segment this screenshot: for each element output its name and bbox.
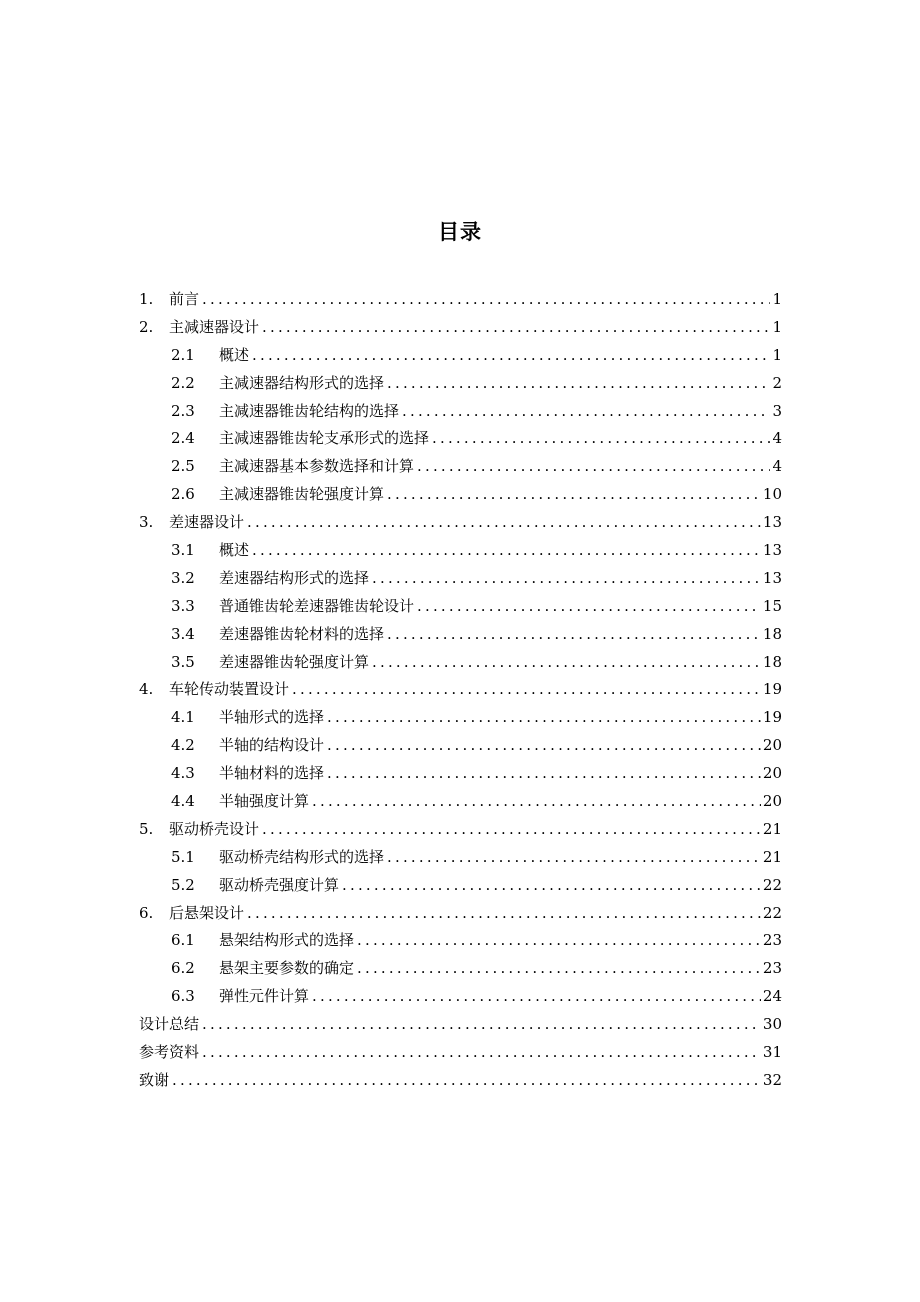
toc-entry-page: 23: [762, 959, 782, 978]
toc-entry[interactable]: [139, 872, 782, 900]
toc-entry-page: 4: [772, 429, 782, 448]
toc-leader-dots: [324, 704, 761, 732]
toc-entry-number: 2.2: [171, 373, 195, 392]
toc-entry-label: 驱动桥壳设计: [169, 819, 260, 838]
toc-entry[interactable]: [139, 1067, 782, 1095]
toc-entry-number: 2.1: [171, 345, 195, 364]
toc-leader-dots: [429, 425, 770, 453]
toc-entry[interactable]: [139, 453, 782, 481]
toc-entry[interactable]: [139, 314, 782, 342]
toc-entry[interactable]: [139, 481, 782, 509]
toc-entry-label: 设计总结: [139, 1015, 200, 1034]
toc-leader-dots: [414, 453, 770, 481]
toc-entry[interactable]: [139, 676, 782, 704]
toc-entry-number: 3.4: [171, 624, 195, 643]
toc-entry[interactable]: [139, 342, 782, 370]
toc-entry-number: 4.3: [171, 764, 195, 783]
toc-entry-number: 4.: [139, 680, 154, 699]
toc-leader-dots: [199, 1011, 761, 1039]
toc-entry-page: 20: [762, 792, 782, 811]
toc-entry-label: 主减速器结构形式的选择: [219, 373, 385, 392]
toc-entry-page: 1: [772, 345, 782, 364]
toc-entry-label: 前言: [169, 290, 200, 308]
toc-entry-number: 6.: [139, 903, 154, 922]
toc-leader-dots: [384, 370, 770, 398]
toc-entry-number: 3.5: [171, 652, 195, 671]
toc-entry[interactable]: [139, 955, 782, 983]
toc-entry-page: 19: [762, 680, 782, 699]
toc-leader-dots: [249, 342, 770, 370]
toc-leader-dots: [369, 649, 761, 677]
toc-leader-dots: [384, 844, 761, 872]
toc-entry-page: 21: [762, 819, 782, 838]
toc-entry-number: 2.5: [171, 457, 195, 476]
toc-entry-page: 1: [772, 290, 782, 308]
toc-entry-label: 半轴的结构设计: [219, 736, 325, 755]
toc-entry-number: 3.1: [171, 541, 195, 560]
toc-entry-label: 主减速器设计: [169, 317, 260, 336]
toc-entry[interactable]: [139, 621, 782, 649]
toc-entry-number: 5.: [139, 819, 154, 838]
toc-entry-label: 概述: [219, 345, 250, 364]
toc-leader-dots: [399, 398, 770, 426]
toc-entry-number: 2.: [139, 317, 154, 336]
toc-entry[interactable]: [139, 983, 782, 1011]
toc-entry[interactable]: [139, 537, 782, 565]
toc-entry[interactable]: [139, 509, 782, 537]
toc-leader-dots: [199, 1039, 761, 1067]
toc-entry-label: 悬架主要参数的确定: [219, 959, 355, 978]
toc-entry-page: 1: [772, 317, 782, 336]
toc-leader-dots: [289, 676, 761, 704]
toc-entry[interactable]: [139, 1039, 782, 1067]
toc-entry-label: 半轴材料的选择: [219, 764, 325, 783]
toc-entry-label: 车轮传动装置设计: [169, 680, 290, 699]
toc-entry-number: 6.2: [171, 959, 195, 978]
toc-entry-number: 6.1: [171, 931, 195, 950]
toc-leader-dots: [339, 872, 761, 900]
toc-entry-label: 后悬架设计: [169, 903, 245, 922]
toc-entry-page: 32: [762, 1070, 782, 1089]
toc-entry-label: 主减速器基本参数选择和计算: [219, 457, 415, 476]
toc-entry-number: 2.4: [171, 429, 195, 448]
toc-entry-label: 差速器锥齿轮强度计算: [219, 652, 370, 671]
toc-leader-dots: [309, 983, 761, 1011]
toc-entry-page: 22: [762, 875, 782, 894]
toc-entry-number: 5.1: [171, 847, 195, 866]
toc-entry-number: 3.2: [171, 568, 195, 587]
toc-entry-label: 半轴强度计算: [219, 792, 310, 811]
toc-leader-dots: [369, 565, 761, 593]
toc-entry-label: 参考资料: [139, 1043, 200, 1062]
toc-entry[interactable]: [139, 844, 782, 872]
toc-leader-dots: [324, 732, 761, 760]
toc-leader-dots: [324, 760, 761, 788]
toc-entry-page: 31: [762, 1043, 782, 1062]
table-of-contents: [139, 286, 782, 1095]
toc-entry-number: 3.3: [171, 596, 195, 615]
toc-entry-number: 4.4: [171, 792, 195, 811]
toc-entry-page: 20: [762, 736, 782, 755]
toc-entry-label: 悬架结构形式的选择: [219, 931, 355, 950]
toc-entry-page: 24: [762, 987, 782, 1006]
toc-entry-label: 主减速器锥齿轮强度计算: [219, 485, 385, 504]
toc-entry[interactable]: [139, 425, 782, 453]
toc-entry-label: 驱动桥壳强度计算: [219, 875, 340, 894]
toc-leader-dots: [244, 900, 761, 928]
toc-entry-page: 18: [762, 652, 782, 671]
toc-entry-page: 13: [762, 568, 782, 587]
toc-entry-page: 19: [762, 708, 782, 727]
toc-entry-page: 30: [762, 1015, 782, 1034]
toc-entry-page: 10: [762, 485, 782, 504]
toc-entry-label: 致谢: [139, 1070, 170, 1089]
toc-entry[interactable]: [139, 565, 782, 593]
toc-entry-page: 23: [762, 931, 782, 950]
toc-entry-label: 半轴形式的选择: [219, 708, 325, 727]
toc-entry[interactable]: [139, 788, 782, 816]
toc-entry-number: 2.6: [171, 485, 195, 504]
toc-entry-page: 15: [762, 596, 782, 615]
toc-entry-label: 弹性元件计算: [219, 987, 310, 1006]
toc-entry[interactable]: [139, 649, 782, 677]
toc-leader-dots: [384, 621, 761, 649]
toc-leader-dots: [384, 481, 761, 509]
toc-entry[interactable]: [139, 370, 782, 398]
toc-leader-dots: [249, 537, 761, 565]
toc-entry-number: 5.2: [171, 875, 195, 894]
toc-entry-label: 普通锥齿轮差速器锥齿轮设计: [219, 596, 415, 615]
toc-entry[interactable]: [139, 286, 782, 314]
toc-entry-label: 主减速器锥齿轮支承形式的选择: [219, 429, 430, 448]
toc-leader-dots: [199, 286, 770, 314]
toc-entry[interactable]: [139, 900, 782, 928]
toc-entry-number: 6.3: [171, 987, 195, 1006]
toc-leader-dots: [354, 955, 761, 983]
toc-entry-number: 1.: [139, 290, 154, 308]
toc-entry-label: 概述: [219, 541, 250, 560]
toc-entry-number: 4.1: [171, 708, 195, 727]
toc-entry-label: 差速器设计: [169, 513, 245, 532]
toc-leader-dots: [244, 509, 761, 537]
toc-entry-number: 4.2: [171, 736, 195, 755]
toc-entry-page: 18: [762, 624, 782, 643]
toc-entry-page: 20: [762, 764, 782, 783]
toc-entry[interactable]: [139, 760, 782, 788]
toc-entry[interactable]: [139, 704, 782, 732]
toc-title: 目录: [438, 220, 482, 244]
toc-entry[interactable]: [139, 1011, 782, 1039]
toc-leader-dots: [414, 593, 761, 621]
toc-entry[interactable]: [139, 398, 782, 426]
toc-entry-label: 差速器锥齿轮材料的选择: [219, 624, 385, 643]
toc-leader-dots: [354, 927, 761, 955]
toc-entry[interactable]: [139, 816, 782, 844]
toc-entry-page: 2: [772, 373, 782, 392]
toc-entry-number: 3.: [139, 513, 154, 532]
toc-entry-page: 13: [762, 513, 782, 532]
toc-entry-label: 差速器结构形式的选择: [219, 568, 370, 587]
toc-entry[interactable]: [139, 593, 782, 621]
toc-entry[interactable]: [139, 927, 782, 955]
toc-leader-dots: [309, 788, 761, 816]
toc-entry[interactable]: [139, 732, 782, 760]
toc-entry-page: 4: [772, 457, 782, 476]
toc-entry-page: 13: [762, 541, 782, 560]
toc-leader-dots: [259, 816, 761, 844]
toc-entry-label: 驱动桥壳结构形式的选择: [219, 847, 385, 866]
toc-entry-page: 22: [762, 903, 782, 922]
toc-leader-dots: [169, 1067, 761, 1095]
toc-entry-number: 2.3: [171, 401, 195, 420]
toc-leader-dots: [259, 314, 770, 342]
toc-entry-label: 主减速器锥齿轮结构的选择: [219, 401, 400, 420]
toc-entry-page: 21: [762, 847, 782, 866]
toc-entry-page: 3: [772, 401, 782, 420]
